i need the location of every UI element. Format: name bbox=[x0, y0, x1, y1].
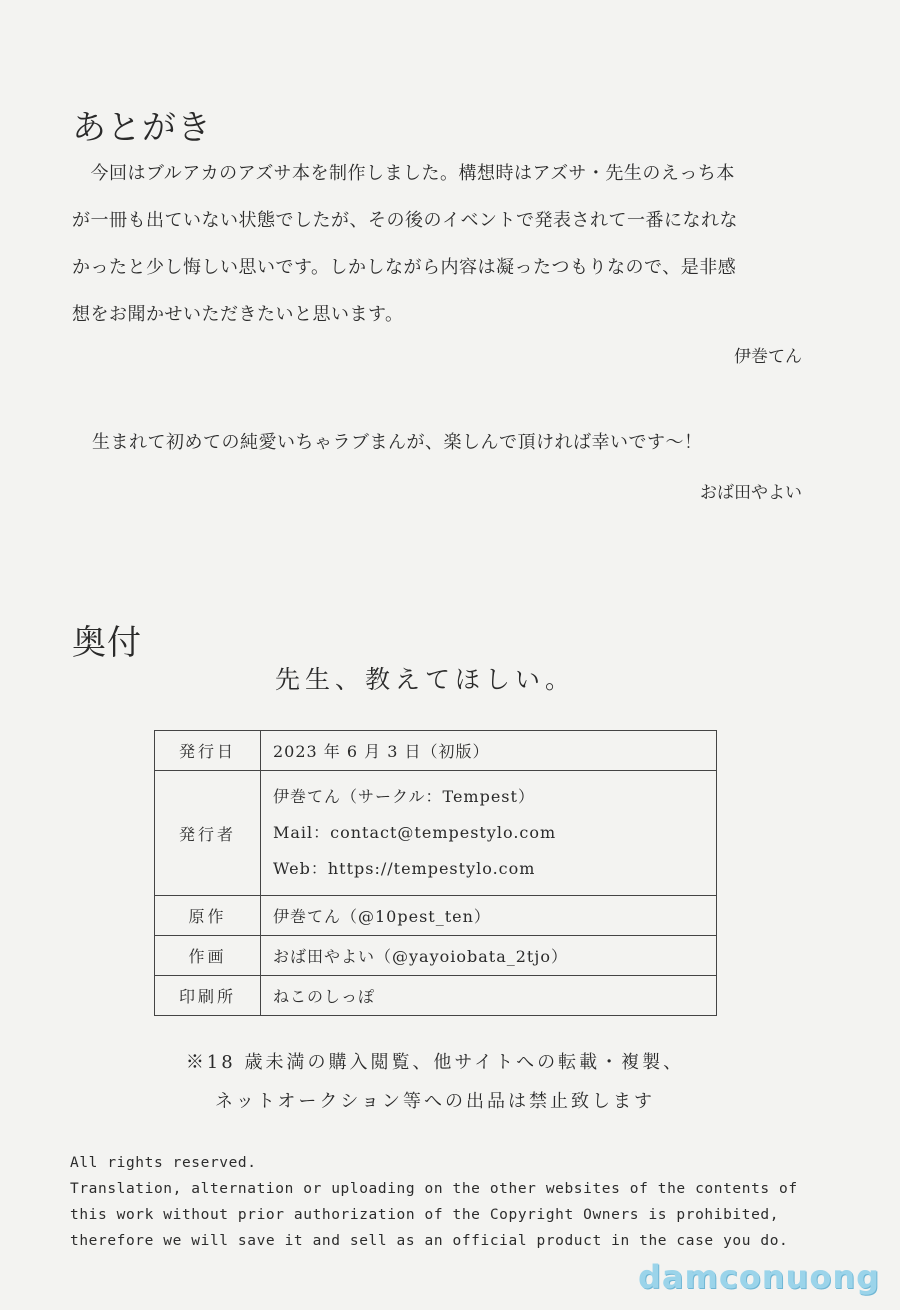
colophon-heading: 奥付 bbox=[72, 623, 142, 663]
rights-line: Translation, alternation or uploading on the other websites of the contents of bbox=[70, 1181, 798, 1197]
row-value-printer: ねこのしっぽ bbox=[261, 976, 717, 1016]
row-label-original: 原作 bbox=[155, 896, 261, 936]
table-row bbox=[155, 976, 717, 1016]
row-label-publisher: 発行者 bbox=[155, 771, 261, 896]
table-row bbox=[155, 896, 717, 936]
rights-statement bbox=[70, 1150, 798, 1254]
rights-line: All rights reserved. bbox=[70, 1155, 257, 1171]
row-label-printer: 印刷所 bbox=[155, 976, 261, 1016]
table-row bbox=[155, 771, 717, 896]
row-label-art: 作画 bbox=[155, 936, 261, 976]
author-signature: 伊巻てん bbox=[734, 347, 802, 367]
table-row bbox=[155, 936, 717, 976]
paragraph-line: かったと少し悔しい思いです。しかしながら内容は凝ったつもりなので、是非感 bbox=[72, 257, 737, 278]
row-value-art: おば田やよい（@yayoiobata_2tjo） bbox=[261, 936, 717, 976]
paragraph-line: が一冊も出ていない状態でしたが、その後のイベントで発表されて一番になれな bbox=[72, 210, 738, 231]
row-value-original: 伊巻てん（@10pest_ten） bbox=[261, 896, 717, 936]
row-value-publisher bbox=[261, 771, 717, 896]
table-row bbox=[155, 731, 717, 771]
rights-line: therefore we will save it and sell as an official product in the case you do. bbox=[70, 1233, 789, 1249]
publisher-mail: Mail：contact@tempestylo.com bbox=[273, 823, 557, 842]
row-value-publish-date: 2023 年 6 月 3 日（初版） bbox=[261, 731, 717, 771]
artist-message: 生まれて初めての純愛いちゃラブまんが、楽しんで頂ければ幸いです～！ bbox=[92, 432, 703, 453]
book-title: 先生、教えてほしい。 bbox=[274, 665, 575, 694]
rights-line: this work without prior authorization of the Copyright Owners is prohibited, bbox=[70, 1207, 780, 1223]
publisher-name: 伊巻てん（サークル：Tempest） bbox=[273, 787, 535, 806]
publisher-web: Web：https://tempestylo.com bbox=[273, 859, 536, 878]
artist-signature: おば田やよい bbox=[700, 483, 802, 503]
age-notice-line: ※18 歳未満の購入閲覧、他サイトへの転載・複製、 bbox=[185, 1052, 685, 1073]
colophon-table bbox=[154, 730, 717, 1016]
auction-notice-line: ネットオークション等への出品は禁止致します bbox=[214, 1091, 656, 1112]
paragraph-line: 今回はブルアカのアズサ本を制作しました。構想時はアズサ・先生のえっち本 bbox=[72, 163, 735, 184]
paragraph-line: 想をお聞かせいただきたいと思います。 bbox=[72, 304, 404, 325]
row-label-publish-date: 発行日 bbox=[155, 731, 261, 771]
afterword-paragraph bbox=[72, 150, 812, 338]
afterword-heading: あとがき bbox=[72, 108, 212, 148]
site-watermark: damconuong bbox=[637, 1258, 880, 1296]
